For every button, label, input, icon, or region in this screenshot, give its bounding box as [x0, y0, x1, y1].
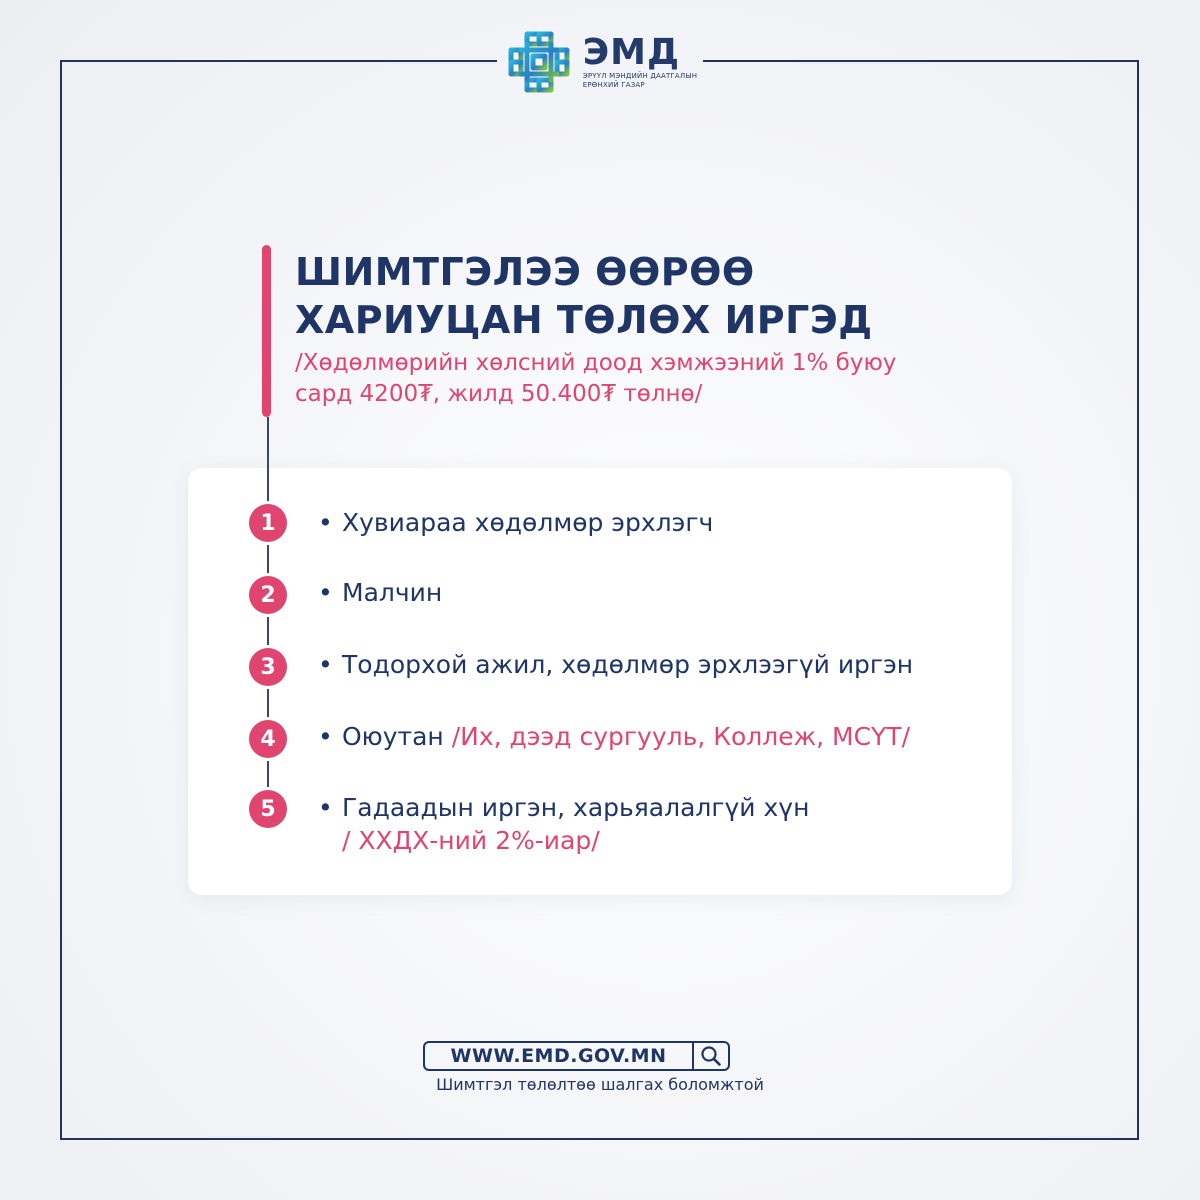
- website-link[interactable]: [423, 1041, 730, 1071]
- item-label: Гадаадын иргэн, харьяалалгүй хүн: [342, 793, 810, 822]
- logo-title: ЭМД: [582, 32, 681, 73]
- bullet: •: [318, 722, 333, 751]
- title-line1: ШИМТГЭЛЭЭ ӨӨРӨӨ: [295, 250, 755, 294]
- list-item: [318, 506, 713, 539]
- logo-subtitle-line1: ЭРҮҮЛ МЭНДИЙН ДААТГАЛЫН: [582, 72, 698, 80]
- bullet: •: [318, 578, 333, 607]
- list-item: [318, 576, 442, 609]
- step-number-4: 4: [249, 720, 287, 758]
- item-label: Тодорхой ажил, хөдөлмөр эрхлээгүй иргэн: [342, 650, 914, 679]
- list-item: [318, 791, 809, 857]
- knot-emblem-icon: [503, 26, 575, 98]
- search-icon[interactable]: [694, 1043, 728, 1069]
- logo-text: [583, 34, 697, 90]
- item-label: Оюутан: [342, 722, 444, 751]
- list-item: [318, 720, 910, 753]
- title-line2: ХАРИУЦАН ТӨЛӨХ ИРГЭД: [295, 298, 873, 342]
- page-subtitle: [295, 348, 896, 410]
- item-note: /Их, дээд сургууль, Коллеж, МСҮТ/: [451, 722, 911, 751]
- list-item: [318, 648, 913, 681]
- bullet: •: [318, 650, 333, 679]
- item-label: Малчин: [342, 578, 443, 607]
- step-number-1: 1: [249, 504, 287, 542]
- item-label: Хувиараа хөдөлмөр эрхлэгч: [342, 508, 714, 537]
- subtitle-line2: сард 4200₮, жилд 50.400₮ төлнө/: [295, 381, 703, 407]
- website-url[interactable]: WWW.EMD.GOV.MN: [450, 1045, 667, 1067]
- step-number-2: 2: [249, 576, 287, 614]
- page-title: [295, 248, 873, 344]
- bullet: •: [318, 508, 333, 537]
- bullet: •: [318, 793, 333, 822]
- logo: [497, 26, 703, 98]
- step-number-3: 3: [249, 648, 287, 686]
- step-number-5: 5: [249, 790, 287, 828]
- accent-bar: [262, 245, 271, 417]
- footer-caption: Шимтгэл төлөлтөө шалгах боломжтой: [436, 1075, 764, 1094]
- logo-subtitle-line2: ЕРӨНХИЙ ГАЗАР: [582, 81, 645, 89]
- subtitle-line1: /Хөдөлмөрийн хөлсний доод хэмжээний 1% буюу: [295, 350, 897, 376]
- item-note: / ХХДХ-ний 2%-иар/: [342, 826, 600, 855]
